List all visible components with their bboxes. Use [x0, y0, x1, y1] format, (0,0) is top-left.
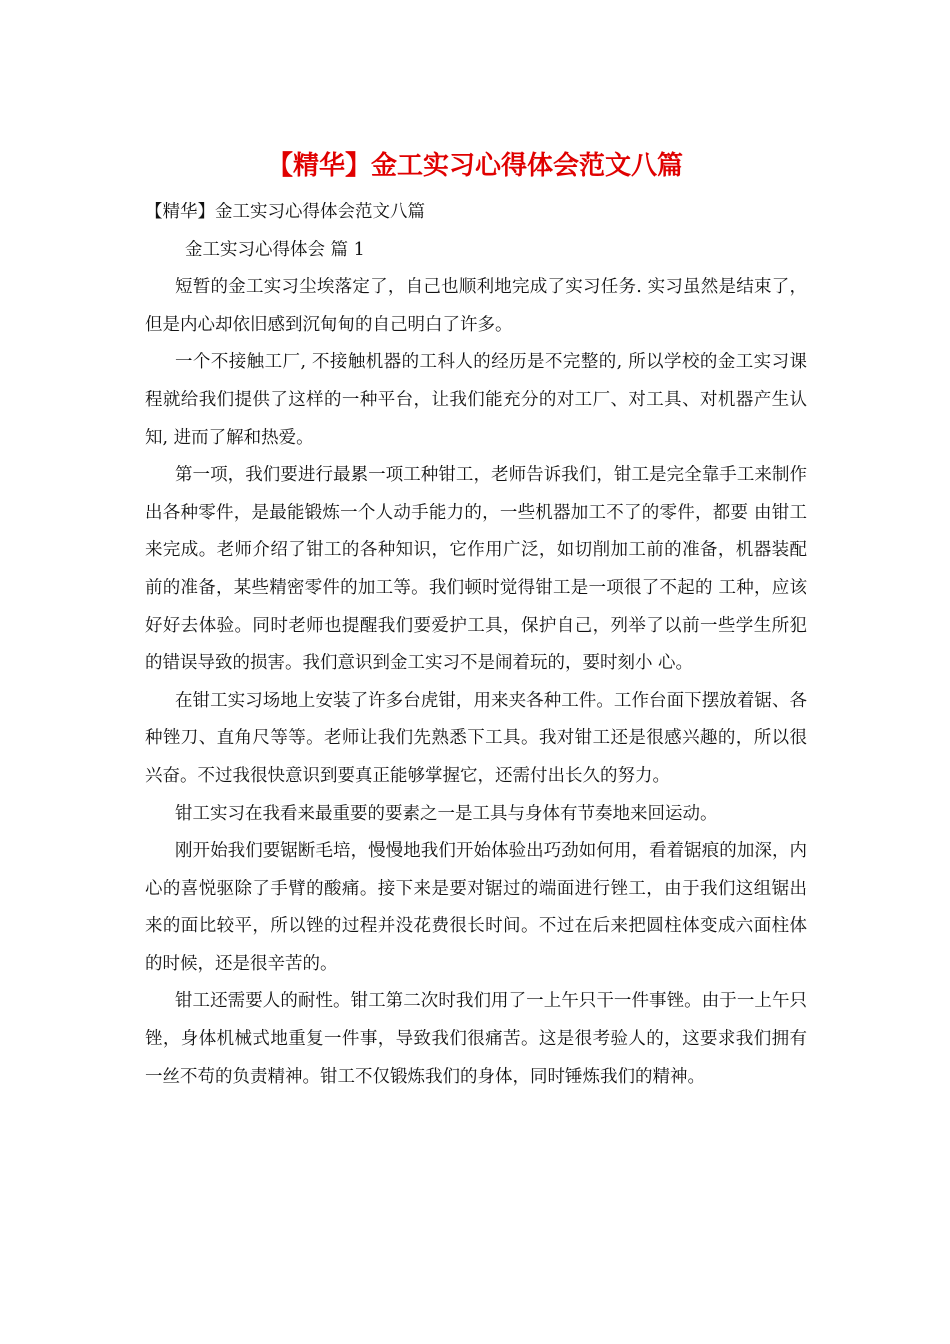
section-heading: 金工实习心得体会 篇 1 [185, 239, 365, 260]
paragraph-7: 钳工还需要人的耐性。钳工第二次时我们用了一上午只干一件事锉。由于一上午只锉，身体机械式地重复一件事，导致我们很痛苦。这是很考验人的，这要求我们拥有一丝不苟的负责精神。钳工不仅锻炼我们的身体，同时锤炼我们的精神。 [145, 991, 807, 1087]
document-subtitle: 【精华】金工实习心得体会范文八篇 [145, 202, 425, 222]
document-title: 【精华】金工实习心得体会范文八篇 [266, 151, 683, 181]
paragraph-4: 在钳工实习场地上安装了许多台虎钳，用来夹各种工件。工作台面下摆放着锯、各种锉刀、直角尺等等。老师让我们先熟悉下工具。我对钳工还是很感兴趣的，所以很兴奋。不过我很快意识到要真正能够掌握它，还需付出长久的努力。 [145, 690, 807, 786]
paragraph-1: 短暂的金工实习尘埃落定了，自己也顺利地完成了实习任务. 实习虽然是结束了，但是内心却依旧感到沉甸甸的自己明白了许多。 [145, 277, 807, 335]
paragraph-3: 第一项，我们要进行最累一项工种钳工，老师告诉我们，钳工是完全靠手工来制作出各种零件，是最能锻炼一个人动手能力的，一些机器加工不了的零件，都要 由钳工来完成。老师介绍了钳工的各种知识，它作用广泛，如切削加工前的准备，机器装配前的准备，某些精密零件的加工等。我们顿时觉得钳工是一项很了不起的 工种，应该好好去体验。同时老师也提醒我们要爱护工具，保护自己，列举了以前一些学生所犯的错误导致的损害。我们意识到金工实习不是闹着玩的，要时刻小 心。 [145, 465, 807, 674]
paragraph-5: 钳工实习在我看来最重要的要素之一是工具与身体有节奏地来回运动。 [175, 803, 718, 824]
document-body [145, 194, 807, 1096]
paragraph-6: 刚开始我们要锯断毛培，慢慢地我们开始体验出巧劲如何用，看着锯痕的加深，内心的喜悦驱除了手臂的酸痛。接下来是要对锯过的端面进行锉工，由于我们这组锯出来的面比较平，所以锉的过程并没花费很长时间。不过在后来把圆柱体变成六面柱体的时候，还是很辛苦的。 [145, 841, 807, 974]
paragraph-2: 一个不接触工厂, 不接触机器的工科人的经历是不完整的, 所以学校的金工实习课程就给我们提供了这样的一种平台，让我们能充分的对工厂、对工具、对机器产生认知, 进而了解和热爱。 [145, 352, 807, 448]
